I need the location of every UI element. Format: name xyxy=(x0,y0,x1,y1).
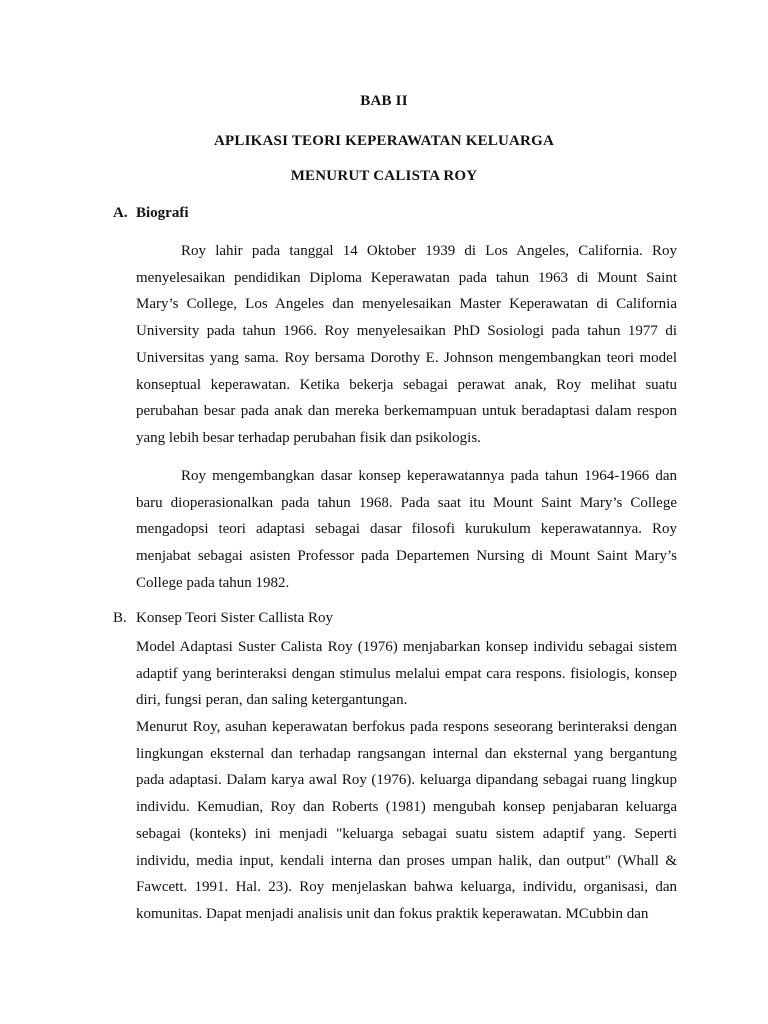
section-b-heading xyxy=(113,610,333,627)
section-a-title: Biografi xyxy=(136,205,189,221)
section-a-paragraph-2: Roy mengembangkan dasar konsep keperawatannya pada tahun 1964-1966 dan baru dioperasionalkan pada tahun 1968. Pada saat itu Mount Saint Mary’s College mengadopsi teori adaptasi sebagai dasar filosofi kurukulum keperawatannya. Roy menjabat sebagai asisten Professor pada Departemen Nursing di Mount Saint Mary’s College pada tahun 1982. xyxy=(136,468,677,591)
section-a-paragraph-1: Roy lahir pada tanggal 14 Oktober 1939 di Los Angeles, California. Roy menyelesaikan pendidikan Diploma Keperawatan pada tahun 1963 di Mount Saint Mary’s College, Los Angeles dan menyelesaikan Master Keperawatan di California University pada tahun 1966. Roy menyelesaikan PhD Sosiologi pada tahun 1977 di Universitas yang sama. Roy bersama Dorothy E. Johnson mengembangkan teori model konseptual keperawatan. Ketika bekerja sebagai perawat anak, Roy melihat suatu perubahan besar pada anak dan mereka berkemampuan untuk beradaptasi dalam respon yang lebih besar terhadap perubahan fisik dan psikologis. xyxy=(136,243,677,446)
title-line-2: MENURUT CALISTA ROY xyxy=(290,168,478,184)
section-a-heading xyxy=(113,205,189,222)
section-b-number: B. xyxy=(113,610,127,626)
section-a-number: A. xyxy=(113,205,128,221)
section-b-title: Konsep Teori Sister Callista Roy xyxy=(136,610,333,626)
section-b-paragraph-2: Menurut Roy, asuhan keperawatan berfokus pada respons seseorang berinteraksi dengan lingkungan eksternal dan terhadap rangsangan internal dan eksternal yang bergantung pada adaptasi. Dalam karya awal Roy (1976). keluarga dipandang sebagai ruang lingkup individu. Kemudian, Roy dan Roberts (1981) mengubah konsep penjabaran keluarga sebagai (konteks) ini menjadi "keluarga sebagai suatu sistem adaptif yang. Seperti individu, media input, kendali interna dan proses umpan halik, dan output" (Whall & Fawcett. 1991. Hal. 23). Roy menjelaskan bahwa keluarga, individu, organisasi, dan komunitas. Dapat menjadi analisis unit dan fokus praktik keperawatan. MCubbin dan xyxy=(136,719,677,922)
title-line-1: APLIKASI TEORI KEPERAWATAN KELUARGA xyxy=(214,133,554,149)
chapter-heading: BAB II xyxy=(360,93,408,109)
section-b-paragraph-1: Model Adaptasi Suster Calista Roy (1976) menjabarkan konsep individu sebagai sistem adaptif yang berinteraksi dengan stimulus melalui empat cara respons. fisiologis, konsep diri, fungsi peran, dan saling ketergantungan. xyxy=(136,639,677,709)
